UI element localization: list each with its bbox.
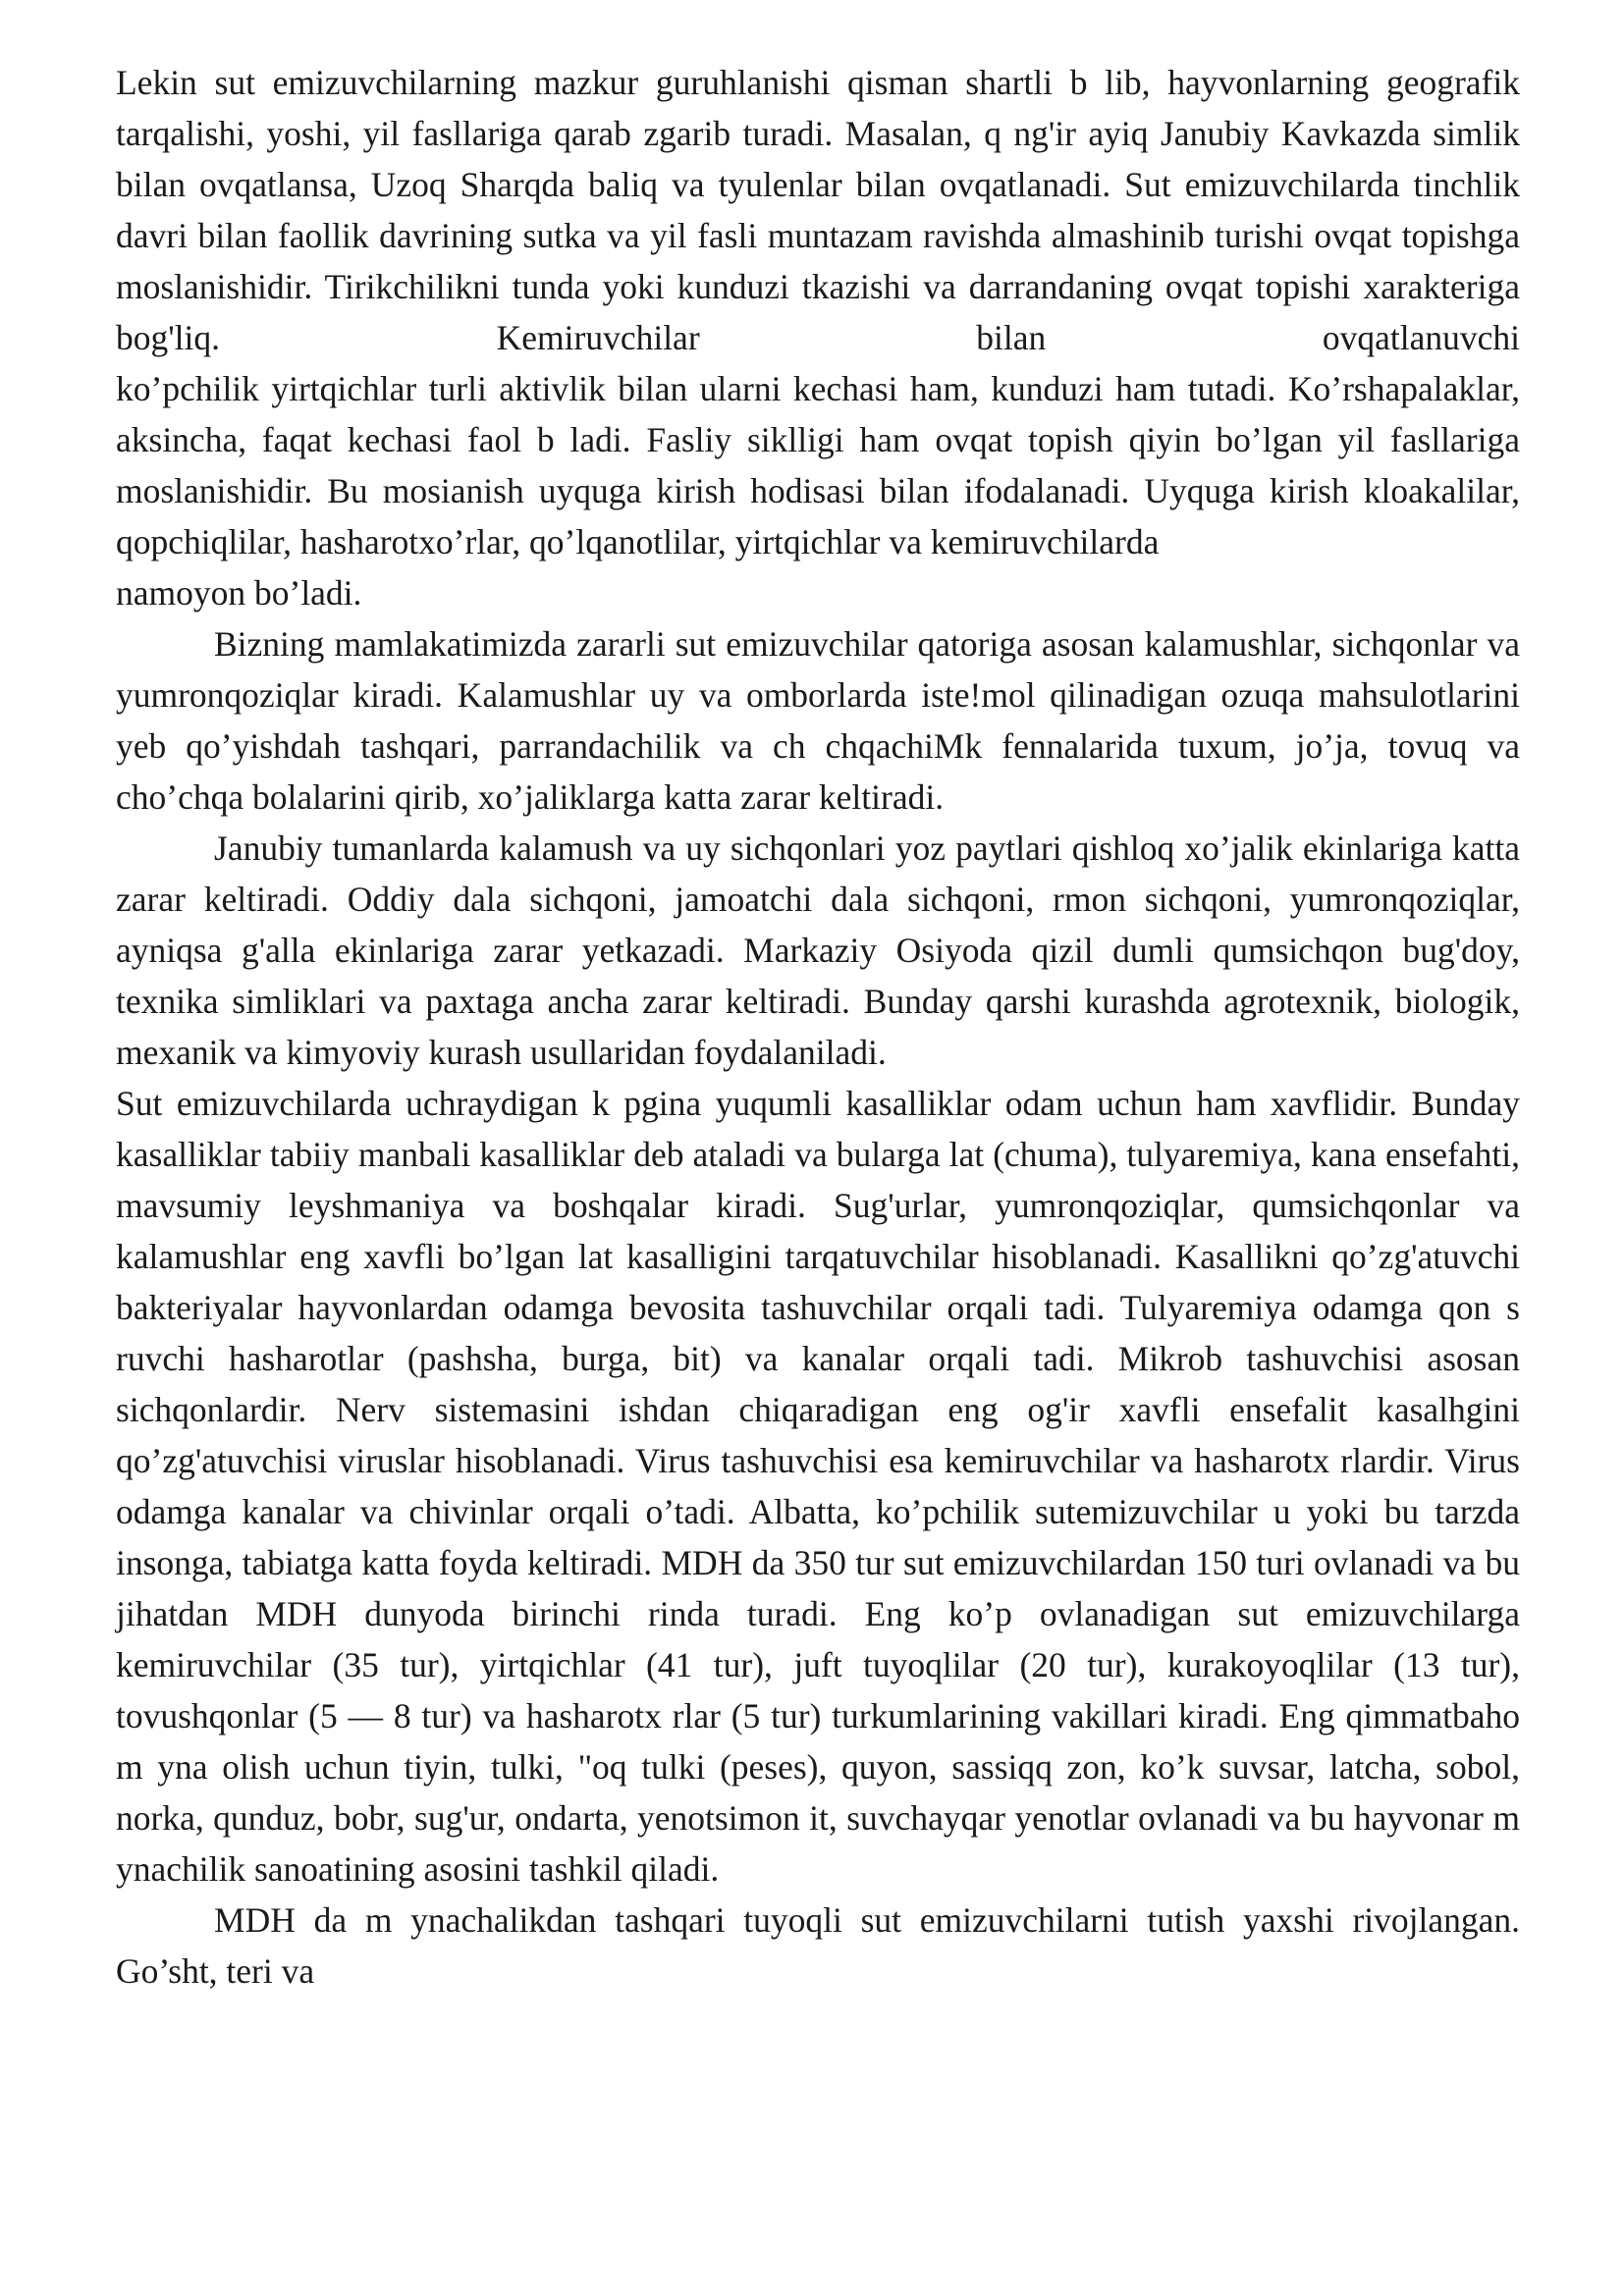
paragraph-4: Sut emizuvchilarda uchraydigan k pgina yuqumli kasalliklar odam uchun ham xavflidir. Bunday kasalliklar tabiiy manbali kasalliklar deb ataladi va bularga lat (chuma), tulyaremiya, kana ensefahti, mavsumiy leyshmaniya va boshqalar kiradi. Sug'urlar, yumronqoziqlar, qumsichqonlar va kalamushlar eng xavfli bo’lgan lat kasalligini tarqatuvchilar hisoblanadi. Kasallikni qo’zg'atuvchi bakteriyalar hayvonlardan odamga bevosita tashuvchilar orqali tadi. Tulyaremiya odamga qon s ruvchi hasharotlar (pashsha, burga, bit) va kanalar orqali tadi. Mikrob tashuvchisi asosan sichqonlardir. Nerv sistemasini ishdan chiqaradigan eng og'ir xavfli ensefalit kasalhgini qo’zg'atuvchisi viruslar hisoblanadi. Virus tashuvchisi esa kemiruvchilar va hasharotx rlardir. Virus odamga kanalar va chivinlar orqali o’tadi. Albatta, ko’pchilik sutemizuvchilar u yoki bu tarzda insonga, tabiatga katta foyda keltiradi. MDH da 350 tur sut emizuvchilardan 150 turi ovlanadi va bu jihatdan MDH dunyoda birinchi rinda turadi. Eng ko’p ovlanadigan sut emizuvchilarga kemiruvchilar (35 tur), yirtqichlar (41 tur), juft tuyoqlilar (20 tur), kurakoyoqlilar (13 tur), tovushqonlar (5 — 8 tur) va hasharotx rlar (5 tur) turkumlarining vakillari kiradi. Eng qimmatbaho m yna olish uchun tiyin, tulki, "oq tulki (peses), quyon, sassiqq zon, ko’k suvsar, latcha, sobol, norka, qunduz, bobr, sug'ur, ondarta, yenotsimon it, suvchayqar yenotlar ovlanadi va bu hayvonar m ynachilik sanoatining asosini tashkil qiladi.: [116, 1084, 1520, 1889]
paragraph-1-part-2: ko’pchilik yirtqichlar turli aktivlik bilan ularni kechasi ham, kunduzi ham tutadi. Ko’rshapalaklar, aksincha, faqat kechasi faol b ladi. Fasliy siklligi ham ovqat topish qiyin bo’lgan yil fasllariga moslanishidir. Bu mosianish uyquga kirish hodisasi bilan ifodalanadi. Uyquga kirish kloakalilar, qopchiqlilar, hasharotxo’rlar, qo’lqanotlilar, yirtqichlar va kemiruvchilarda: [116, 369, 1520, 561]
paragraph-2: Bizning mamlakatimizda zararli sut emizuvchilar qatoriga asosan kalamushlar, sichqonlar va yumronqoziqlar kiradi. Kalamushlar uy va omborlarda iste!mol qilinadigan ozuqa mahsulotlarini yeb qo’yishdah tashqari, parrandachilik va ch chqachiMk fennalarida tuxum, jo’ja, tovuq va cho’chqa bolalarini qirib, xo’jaliklarga katta zarar keltiradi.: [116, 624, 1520, 817]
paragraph-5: MDH da m ynachalikdan tashqari tuyoqli sut emizuvchilarni tutish yaxshi rivojlangan. Go’sht, teri va: [116, 1900, 1520, 1991]
document-page: [116, 57, 1520, 1997]
paragraph-1-part-3: namoyon bo’ladi.: [116, 573, 362, 613]
paragraph-1-part-1: Lekin sut emizuvchilarning mazkur guruhlanishi qisman shartli b lib, hayvonlarning geografik tarqalishi, yoshi, yil fasllariga qarab zgarib turadi. Masalan, q ng'ir ayiq Janubiy Kavkazda simlik bilan ovqatlansa, Uzoq Sharqda baliq va tyulenlar bilan ovqatlanadi. Sut emizuvchilarda tinchlik davri bilan faollik davrining sutka va yil fasli muntazam ravishda almashinib turishi ovqat topishga moslanishidir. Tirikchilikni tunda yoki kunduzi tkazishi va darrandaning ovqat topishi xarakteriga bog'liq. Kemiruvchilar bilan ovqatlanuvchi: [116, 63, 1520, 357]
paragraph-3: Janubiy tumanlarda kalamush va uy sichqonlari yoz paytlari qishloq xo’jalik ekinlariga katta zarar keltiradi. Oddiy dala sichqoni, jamoatchi dala sichqoni, rmon sichqoni, yumronqoziqlar, ayniqsa g'alla ekinlariga zarar yetkazadi. Markaziy Osiyoda qizil dumli qumsichqon bug'doy, texnika simliklari va paxtaga ancha zarar keltiradi. Bunday qarshi kurashda agrotexnik, biologik, mexanik va kimyoviy kurash usullaridan foydalaniladi.: [116, 828, 1520, 1072]
